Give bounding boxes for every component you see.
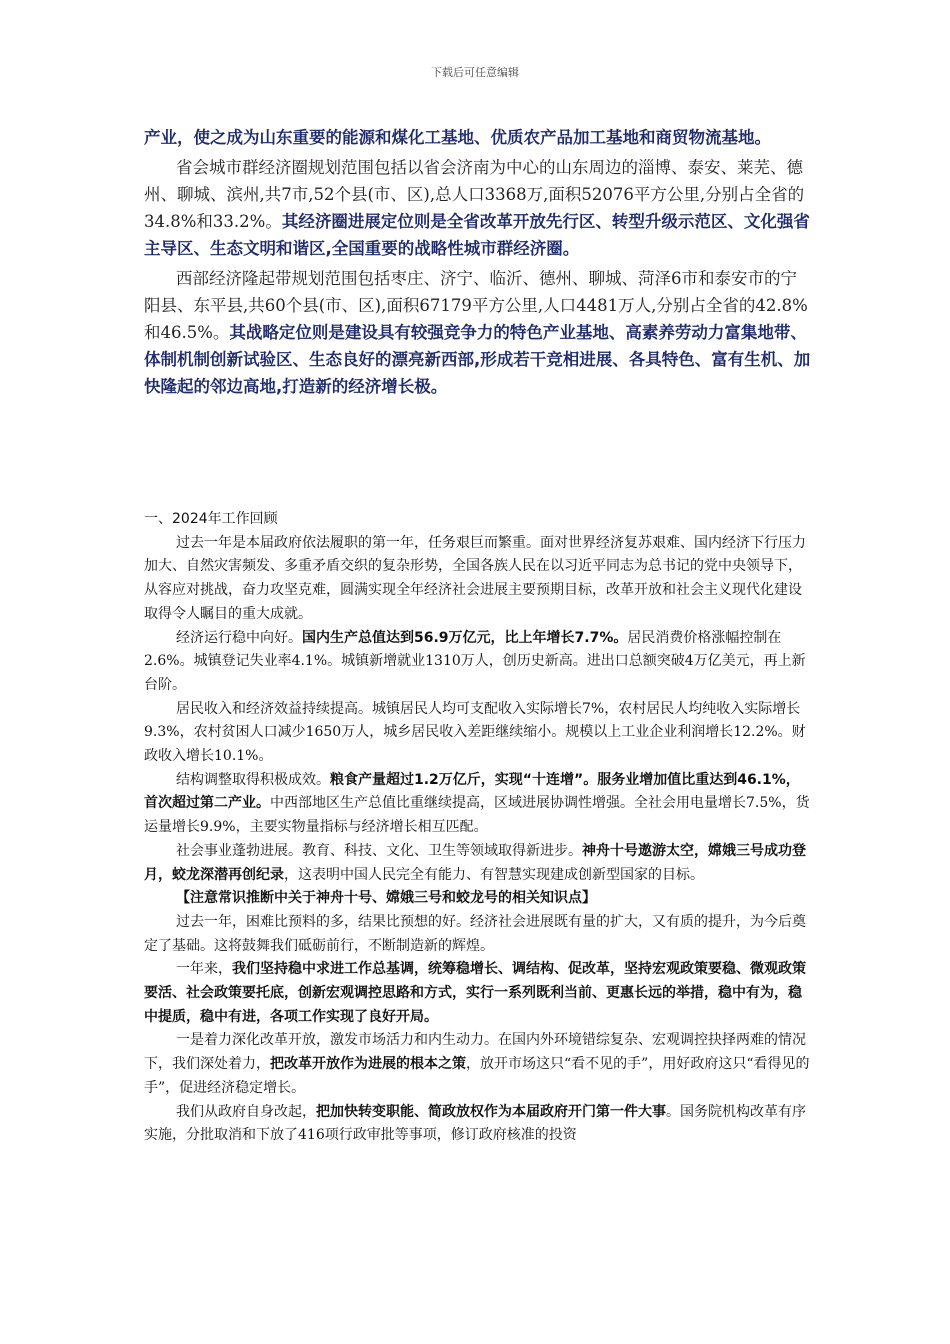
page-header: 下载后可任意编辑 bbox=[431, 66, 519, 79]
paragraph-government: 我们从政府自身改起，把加快转变职能、简政放权作为本届政府开门第一件大事。国务院机构改革有序实施，分批取消和下放了416项行政审批等事项，修订政府核准的投资 bbox=[144, 1103, 806, 1144]
paragraph-social: 社会事业蓬勃进展。教育、科技、文化、卫生等领域取得新进步。神舟十号遨游太空，嫦娥三号成功登月，蛟龙深潜再创纪录，这表明中国人民完全有能力、有智慧实现建成创新型国家的目标。 bbox=[144, 842, 806, 883]
paragraph-economy: 经济运行稳中向好。国内生产总值达到56.9万亿元，比上年增长7.7%。居民消费价格涨幅控制在2.6%。城镇登记失业率4.1%。城镇新增就业1310万人，创历史新高。进出口总额突破4万亿美元，再上新台阶。 bbox=[144, 629, 806, 693]
paragraph-structure: 结构调整取得积极成效。粮食产量超过1.2万亿斤，实现“十连增”。服务业增加值比重达到46.1%，首次超过第二产业。中西部地区生产总值比重继续提高，区域进展协调性增强。全社会用电量增长7.5%，货运量增长9.9%，主要实物量指标与经济增长相互匹配。 bbox=[144, 771, 810, 836]
paragraph-western-belt: 西部经济隆起带规划范围包括枣庄、济宁、临沂、德州、聊城、菏泽6市和泰安市的宁阳县、东平县,共60个县(市、区),面积67179平方公里,人口4481万人,分别占全省的42.8%和46.5%。其战略定位则是建设具有较强竞争力的特色产业基地、高素养劳动力富集地带、体制机制创新试验区、生态良好的漂亮新西部,形成若干竞相进展、各具特色、富有生机、加快隆起的邻边高地,打造新的经济增长极。 bbox=[144, 269, 811, 396]
paragraph-summary: 过去一年，困难比预料的多，结果比预想的好。经济社会进展既有量的扩大，又有质的提升，为今后奠定了基础。这将鼓舞我们砥砺前行，不断制造新的辉煌。 bbox=[144, 913, 806, 954]
region-summary bbox=[144, 124, 812, 400]
section-heading: 一、2024年工作回顾 bbox=[144, 511, 278, 527]
paragraph-income: 居民收入和经济效益持续提高。城镇居民人均可支配收入实际增长7%，农村居民人均纯收入实际增长9.3%，农村贫困人口减少1650万人，城乡居民收入差距继续缩小。规模以上工业企业利润增长12.2%。财政收入增长10.1%。 bbox=[144, 700, 806, 765]
paragraph-policy: 一年来，我们坚持稳中求进工作总基调，统筹稳增长、调结构、促改革，坚持宏观政策要稳、微观政策要活、社会政策要托底，创新宏观调控思路和方式，实行一系列既利当前、更惠长远的举措，稳中有为，稳中提质，稳中有进，各项工作实现了良好开局。 bbox=[144, 961, 806, 1025]
paragraph-reform: 一是着力深化改革开放，激发市场活力和内生动力。在国内外环境错综复杂、宏观调控抉择两难的情况下，我们深处着力，把改革开放作为进展的根本之策，放开市场这只“看不见的手”，用好政府这只“看得见的手”，促进经济稳定增长。 bbox=[144, 1032, 810, 1096]
paragraph-capital-city-circle: 省会城市群经济圈规划范围包括以省会济南为中心的山东周边的淄博、泰安、莱芜、德州、聊城、滨州,共7市,52个县(市、区),总人口3368万,面积52076平方公里,分别占全省的34.8%和33.2%。其经济圈进展定位则是全省改革开放先行区、转型升级示范区、文化强省主导区、生态文明和谐区,全国重要的战略性城市群经济圈。 bbox=[144, 158, 810, 258]
paragraph-shandong-industry: 产业，使之成为山东重要的能源和煤化工基地、优质农产品加工基地和商贸物流基地。 bbox=[144, 128, 771, 147]
notice-note: 【注意常识推断中关于神舟十号、嫦娥三号和蛟龙号的相关知识点】 bbox=[176, 890, 596, 907]
paragraph-intro: 过去一年是本届政府依法履职的第一年，任务艰巨而繁重。面对世界经济复苏艰难、国内经济下行压力加大、自然灾害频发、多重矛盾交织的复杂形势，全国各族人民在以习近平同志为总书记的党中央领导下，从容应对挑战，奋力攻坚克难，圆满实现全年经济社会进展主要预期目标，改革开放和社会主义现代化建设取得令人瞩目的重大成就。 bbox=[144, 534, 806, 622]
work-review-section bbox=[144, 508, 812, 1148]
